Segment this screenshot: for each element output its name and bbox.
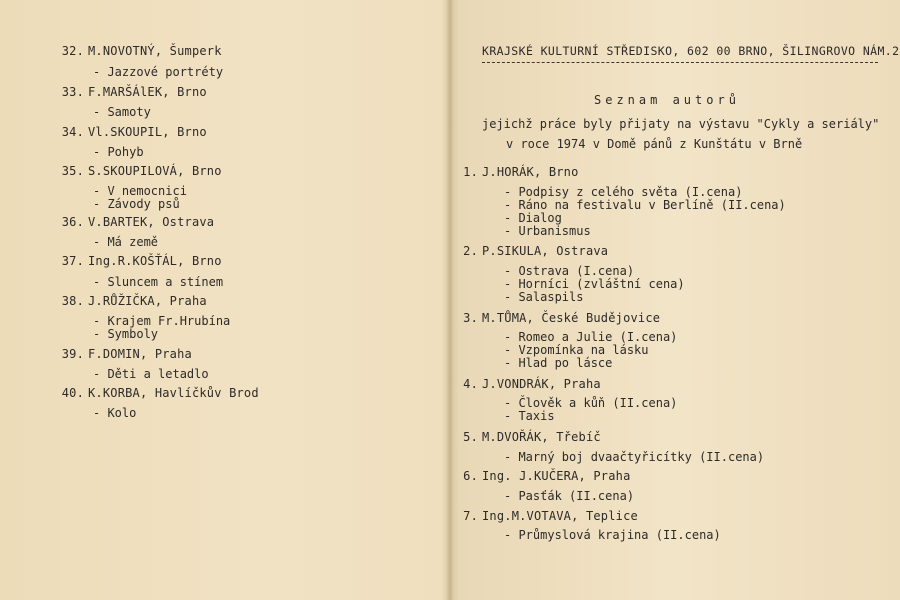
author-entry (454, 244, 608, 259)
author-entry (454, 509, 638, 524)
author-name: P.SIKULA, Ostrava (482, 244, 609, 258)
work-title: - Má země (93, 235, 159, 249)
author-name: M.NOVOTNÝ, Šumperk (88, 44, 222, 58)
intro-line-1: jejichž práce byly přijaty na výstavu "Cykly a seriály" (482, 117, 880, 131)
author-entry (52, 386, 259, 401)
work-title: - Pasťák (II.cena) (504, 489, 635, 503)
author-name: Ing.R.KOŠŤÁL, Brno (88, 254, 222, 268)
work-title: - Marný boj dvaačtyřicítky (II.cena) (504, 450, 765, 464)
work-title: - Samoty (93, 105, 151, 119)
author-name: V.BARTEK, Ostrava (88, 215, 215, 229)
entry-number: 34. (61, 125, 84, 139)
entry-number: 37. (61, 254, 84, 268)
work-title: - Kolo (93, 406, 137, 420)
entry-number: 3. (463, 311, 478, 325)
left-page (0, 0, 446, 600)
author-entry (454, 469, 631, 484)
author-entry (52, 85, 207, 100)
author-entry (52, 44, 222, 59)
author-entry (454, 165, 579, 180)
entry-number: 6. (463, 469, 478, 483)
author-entry (52, 254, 222, 269)
entry-number: 7. (463, 509, 478, 523)
work-title: - Symboly (93, 327, 159, 341)
entry-number: 39. (61, 347, 84, 361)
author-name: F.MARŠÁlEK, Brno (88, 85, 207, 99)
intro-line-2: v roce 1974 v Domě pánů z Kunštátu v Brně (506, 137, 803, 151)
work-title: - Průmyslová krajina (II.cena) (504, 528, 721, 542)
author-entry (454, 430, 601, 445)
work-title: - Vzpomínka na lásku (504, 343, 649, 357)
work-title: - Hlad po lásce (504, 356, 613, 370)
work-title: - Jazzové portréty (93, 65, 224, 79)
document-title: Seznam autorů (594, 93, 740, 107)
work-title: - Horníci (zvláštní cena) (504, 277, 685, 291)
author-entry (52, 215, 214, 230)
work-title: - Člověk a kůň (II.cena) (504, 396, 678, 410)
entry-number: 5. (463, 430, 478, 444)
work-title: - Romeo a Julie (I.cena) (504, 330, 678, 344)
author-name: J.HORÁK, Brno (482, 165, 579, 179)
author-name: J.RŮŽIČKA, Praha (88, 294, 207, 308)
entry-number: 36. (61, 215, 84, 229)
work-title: - Taxis (504, 409, 555, 423)
dashed-divider (482, 62, 878, 63)
entry-number: 38. (61, 294, 84, 308)
right-page (454, 0, 900, 600)
entry-number: 4. (463, 377, 478, 391)
work-title: - Ostrava (I.cena) (504, 264, 635, 278)
work-title: - Děti a letadlo (93, 367, 209, 381)
work-title: - V nemocnici (93, 184, 187, 198)
work-title: - Pohyb (93, 145, 144, 159)
author-name: Ing. J.KUČERA, Praha (482, 469, 631, 483)
work-title: - Dialog (504, 211, 562, 225)
author-name: Ing.M.VOTAVA, Teplice (482, 509, 638, 523)
author-entry (454, 377, 601, 392)
work-title: - Závody psů (93, 197, 180, 211)
author-entry (52, 125, 207, 140)
work-title: - Sluncem a stínem (93, 275, 224, 289)
author-name: K.KORBA, Havlíčkův Brod (88, 386, 259, 400)
author-entry (454, 311, 660, 326)
entry-number: 32. (61, 44, 84, 58)
author-entry (52, 347, 192, 362)
entry-number: 35. (61, 164, 84, 178)
work-title: - Podpisy z celého světa (I.cena) (504, 185, 743, 199)
entry-number: 33. (61, 85, 84, 99)
author-entry (52, 294, 207, 309)
author-name: M.DVOŘÁK, Třebíč (482, 430, 601, 444)
entry-number: 40. (61, 386, 84, 400)
entry-number: 1. (463, 165, 478, 179)
institution-header: KRAJSKÉ KULTURNÍ STŘEDISKO, 602 00 BRNO, ŠILINGROVO NÁM.2 (482, 44, 900, 58)
work-title: - Ráno na festivalu v Berlíně (II.cena) (504, 198, 786, 212)
work-title: - Krajem Fr.Hrubína (93, 314, 231, 328)
entry-number: 2. (463, 244, 478, 258)
author-name: Vl.SKOUPIL, Brno (88, 125, 207, 139)
work-title: - Urbanismus (504, 224, 591, 238)
author-entry (52, 164, 222, 179)
author-name: F.DOMIN, Praha (88, 347, 192, 361)
page-fold (446, 0, 454, 600)
work-title: - Salaspils (504, 290, 584, 304)
author-name: S.SKOUPILOVÁ, Brno (88, 164, 222, 178)
author-name: M.TŮMA, České Budějovice (482, 311, 661, 325)
author-name: J.VONDRÁK, Praha (482, 377, 601, 391)
